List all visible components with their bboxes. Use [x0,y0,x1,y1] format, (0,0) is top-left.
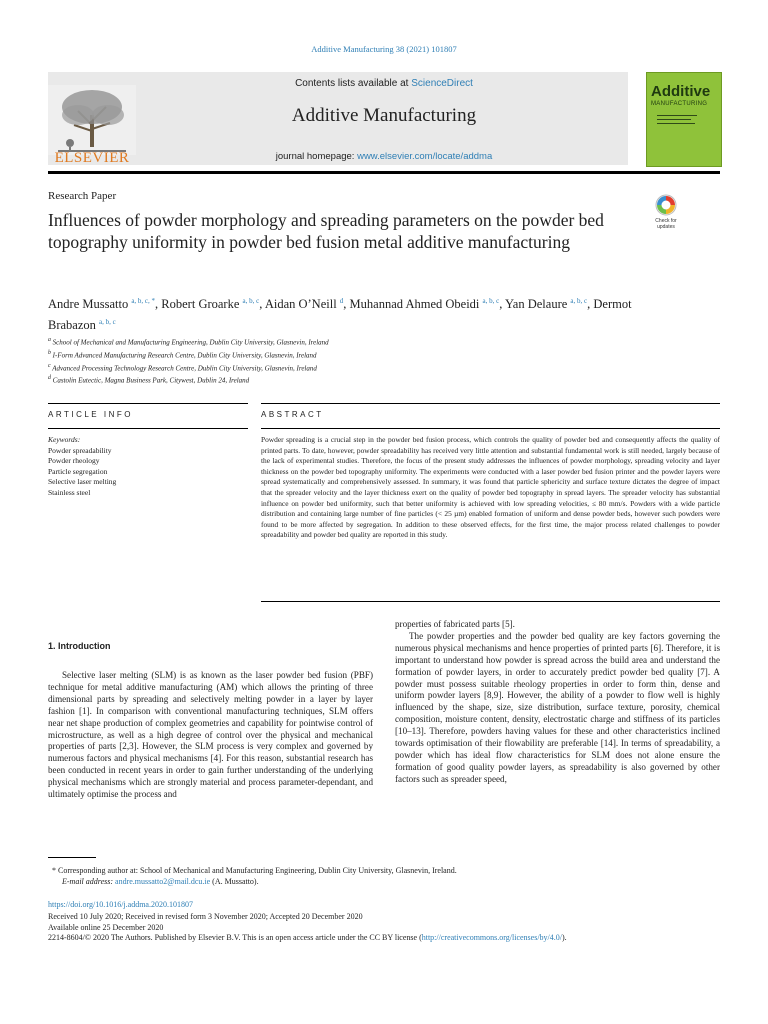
affiliation-item [48,373,608,386]
journal-citation[interactable]: Additive Manufacturing 38 (2021) 101807 [311,44,457,54]
author-affiliation-mark[interactable]: a, b, c [570,297,588,305]
keyword-item: Powder rheology [48,456,100,465]
abstract-rule [261,403,720,404]
affiliation-mark: b [48,349,51,356]
author-affiliation-mark[interactable]: a, b, c, * [131,297,156,305]
doi-link[interactable]: https://doi.org/10.1016/j.addma.2020.101807 [48,900,193,909]
affiliation-item [48,348,608,361]
abstract-header: ABSTRACT [261,410,324,419]
affiliation-mark: a [48,337,51,343]
author-name: Robert Groarke [161,297,240,312]
section-heading-introduction: 1. Introduction [48,641,111,651]
author-name: Aidan O’Neill [264,297,337,312]
affiliation-text: Advanced Processing Technology Research Centre, Dublin City University, Glasnevin, Ireland [52,363,317,372]
license-suffix: ). [562,933,567,942]
intro-paragraph: The powder properties and the powder bed quality are key factors governing the numerous physical mechanisms and hence properties of printed parts [6]. Therefore, it is important to understand how powder is spread across the build area and understand the formation of powder layers, in order to accurately predict powder bed quality [7]. A powder must possess suitable rheology properties in order to form thin, dense and uniform powder layers [8,9]. However, the ability of a powder to flow well is highly influenced by the shape, size, size distribution, surface texture, porosity, chemical composition, moisture content, density, electrostatic charge and stiffness of its particles [10–13]. Therefore, powders having values for these and other characteristics inclined towards optimisation of their flowability are preferable [14]. In terms of spreadability, a powder which has ideal flow characteristics for SLM does not alone ensure the formation of good quality powder layers, as spreadability is also governed by other factors such as spreader speed, [395,630,720,784]
author-list: Andre Mussatto $^{a, b, c, *}$, Robert Groarke $^{a, b, c}$, Aidan O’Neill $^d$, Muhannad Ahmed Obeidi $^{a, b, c}$, Yan Delaure $^{a, b, c}$, Dermot Brabazon $^{a, b, c}$ [48,297,632,333]
homepage-prefix: journal homepage: [275,151,358,162]
keywords-label: Keywords: [48,435,81,444]
intro-paragraph-continuation: properties of fabricated parts [5]. [395,619,515,629]
footnotes [52,865,712,887]
email-link[interactable]: andre.mussatto2@mail.dcu.ie [115,877,211,886]
elsevier-wordmark: ELSEVIER [54,150,130,166]
journal-homepage-line [48,151,720,162]
journal-title: Additive Manufacturing [291,105,477,126]
keyword-item: Powder spreadability [48,445,112,455]
author-affiliation-mark[interactable]: d [339,297,344,305]
cover-text-line [657,115,697,116]
available-online: Available online 25 December 2020 [48,922,164,932]
crossmark-label-2: updates [657,224,675,230]
intro-right-column [395,619,720,786]
affiliation-mark: d [48,375,51,382]
cover-subtitle: MANUFACTURING [651,101,708,107]
cover-text-line [657,119,691,120]
author-affiliation-mark[interactable]: a, b, c [242,297,260,305]
paper-title: Influences of powder morphology and spreading parameters on the powder bed topography uniformity in powder bed fusion metal additive manufacturing [48,210,604,252]
author-name: Yan Delaure [505,297,568,312]
email-label: E-mail address: [62,877,114,886]
license-line [48,933,728,944]
corresponding-author-note: * Corresponding author at: School of Mechanical and Manufacturing Engineering, Dublin City University, Glasnevin, Ireland. [52,866,457,875]
journal-cover-thumbnail[interactable] [646,72,722,167]
email-suffix: (A. Mussatto). [212,877,259,886]
footnote-rule [48,857,96,858]
keyword-item: Particle segregation [48,466,108,476]
contents-prefix: Contents lists available at [295,78,412,89]
affiliation-text: School of Mechanical and Manufacturing Engineering, Dublin City University, Glasnevin, Ireland [52,338,329,347]
author-name: Andre Mussatto [48,297,129,312]
keyword-item: Stainless steel [48,487,91,497]
affiliation-list [48,335,608,386]
cover-text-line [657,123,695,124]
keywords-block [48,435,248,498]
affiliation-text: I-Form Advanced Manufacturing Research Centre, Dublin City University, Glasnevin, Ireland [52,351,317,360]
contents-lists-line [48,78,720,89]
cover-title: Additive [651,83,711,100]
abstract-text: Powder spreading is a crucial step in the powder bed fusion process, which controls the quality of powder bed and consequently affects the quality of printed parts. To date, however, powder spreadability has received very little attention and substantial fundamental work is still needed, largely because of the lack of experimental studies. Therefore, the focus of the present study addresses the influences of powder morphology, spreading velocity and layer thickness on the powder bed topography uniformity. The experiments were conducted with a laser powder bed fusion printer and the powder layers were spread systematically and comprehensively assessed. In summary, it was found that particle sphericity and surface texture dictates the degree of impact that the spreader velocity and the layer thickness exert on the quality of powder bed topography in spread layers. The spreader velocity has substantial influence on powder bed uniformity, such that better uniformity is achieved with low spreading velocities, ≤ 80 mm/s. Powders with a wide particle distribution and containing large number of fine particles (< 25 µm) enabled formation of uniform and dense powder beds, however such powders were found to be more affected by segregation. In addition to these observed effects, for the first time, the major process related challenges to powder spreadability and powder bed quality are reported in this study. [261,435,720,540]
intro-left-column: Selective laser melting (SLM) is as known as the laser powder bed fusion (PBF) technique for metal additive manufacturing (AM) which allows the printing of three dimensional parts by spreading and selectively melting powder in a layer by layer fashion [1]. In comparison with conventional manufacturing techniques, SLM offers near net shape production of complex geometries and capability for pointwise control of microstructure, as well as a high degree of control over the physical and mechanical properties of parts [2,3]. However, the SLM process is very complex and governed by numerous factors and physical mechanisms [4]. For this reason, substantial research has been conducted in recent years in order to gain further understanding of the underlying physical mechanisms which are strongly material and process parameter-dependant, and ultimately optimise the process and [48,670,373,800]
article-history [48,912,728,944]
author-affiliation-mark[interactable]: a, b, c [482,297,500,305]
affiliation-mark: c [48,362,51,369]
article-info-header: ARTICLE INFO [48,410,133,419]
affiliation-item [48,335,608,348]
keyword-item: Selective laser melting [48,477,117,486]
journal-homepage-link[interactable]: www.elsevier.com/locate/addma [357,151,493,162]
affiliation-item [48,361,608,374]
article-info-rule-lower [48,428,248,429]
author-affiliation-mark[interactable]: a, b, c [99,318,116,327]
abstract-end-rule [261,601,720,602]
affiliation-text: Castolin Eutectic, Magna Business Park, Citywest, Dublin 24, Ireland [52,376,250,385]
license-link[interactable]: http://creativecommons.org/licenses/by/4.0/ [421,933,563,942]
crossmark-label-1: Check for [655,218,677,224]
abstract-rule-lower [261,428,720,429]
author-name: Dermot Brabazon [48,297,632,333]
article-info-rule [48,403,248,404]
sciencedirect-link[interactable]: ScienceDirect [411,78,473,89]
email-line [52,876,712,887]
received-dates: Received 10 July 2020; Received in revised form 3 November 2020; Accepted 20 December 2020 [48,912,363,921]
check-for-updates-icon[interactable] [649,194,683,230]
paper-type: Research Paper [48,190,117,202]
author-name: Muhannad Ahmed Obeidi [349,297,480,312]
header-divider [48,171,720,174]
license-prefix: 2214-8604/© 2020 The Authors. Published by Elsevier B.V. This is an open access article under the CC BY license ( [48,933,422,942]
